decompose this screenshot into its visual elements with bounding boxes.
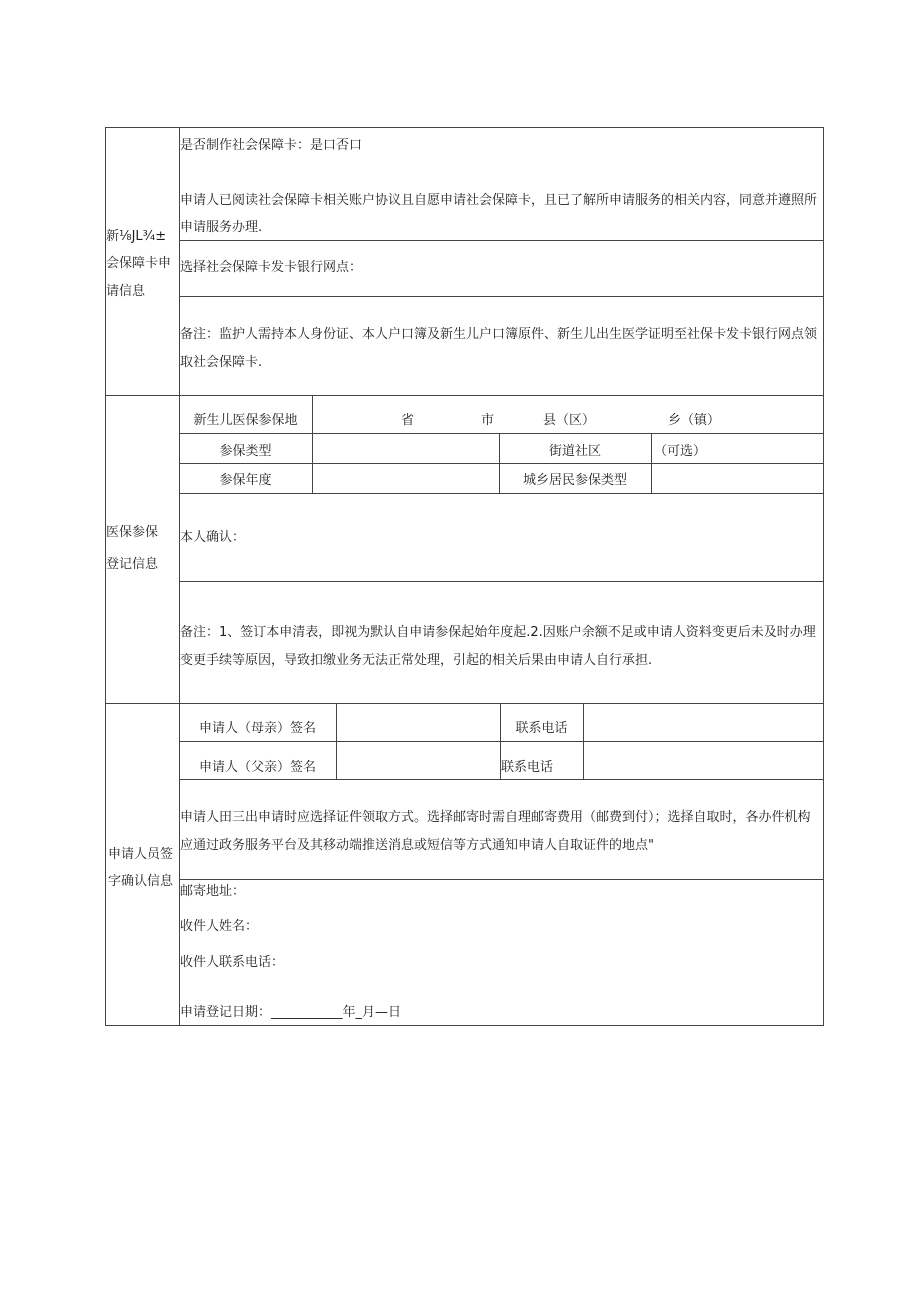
insured-place-label: 新生儿医保参保地 — [193, 413, 298, 428]
mother-contact-phone-label: 联系电话 — [515, 721, 568, 736]
row-divider — [179, 296, 824, 297]
county-unit-label: 县（区） — [543, 413, 596, 428]
mother-contact-phone-value-cell — [584, 704, 823, 741]
section-label-line: 新⅛JL¾± — [106, 229, 167, 244]
father-contact-phone-label: 联系电话 — [501, 760, 554, 775]
father-signature-value-cell — [337, 742, 500, 779]
agreement-text-line: 申请人已阅读社会保障卡相关账户协议且自愿申请社会保障卡，且已了解所申请服务的相关内容，同意并遵照所 — [180, 193, 818, 208]
recipient-phone-label: 收件人联系电话： — [180, 955, 285, 970]
recipient-name-label: 收件人姓名： — [180, 919, 259, 934]
row-divider — [179, 433, 824, 434]
insurance-year-label: 参保年度 — [219, 473, 272, 488]
father-signature-label: 申请人（父亲）签名 — [198, 760, 316, 775]
mother-signature-label: 申请人（母亲）签名 — [198, 721, 316, 736]
pickup-notice-line: 申请人田三出申请时应选择证件领取方式。选择邮寄时需自理邮寄费用（邮费到付）；选择自取时，各办件机构 — [180, 810, 811, 825]
social-card-note-line: 取社会保障卡. — [180, 355, 263, 370]
father-contact-phone-value-cell — [584, 742, 823, 779]
bank-branch-label: 选择社会保障卡发卡银行网点： — [180, 260, 363, 275]
row-divider — [179, 879, 824, 880]
medical-note-line: 备注：1、签订本申清表，即视为默认自申请参保起始年度起.2.因账户余额不足或申请人资料变更后未及时办理 — [180, 625, 816, 640]
row-divider — [179, 779, 824, 780]
section-label-line: 医保参保 — [106, 525, 159, 540]
mother-signature-value-cell — [337, 704, 500, 741]
resident-insurance-type-value-cell — [652, 464, 823, 493]
section-label-line: 申请人员签 — [108, 847, 174, 862]
mailing-address-label: 邮寄地址： — [180, 884, 246, 899]
social-card-note-line: 备注：监护人需持本人身份证、本人户口簿及新生儿户口簿原件、新生儿出生医学证明至社保卡发卡银行网点领 — [180, 327, 818, 342]
pickup-notice-line: 应通过政务服务平台及其移动端推送消息或短信等方式通知申请人自取证件的地点" — [180, 838, 654, 853]
row-divider — [179, 240, 824, 241]
section-label-line: 会保障卡申 — [106, 256, 172, 271]
agreement-text-line: 申请服务办理. — [180, 220, 263, 235]
row-divider — [179, 493, 824, 494]
self-confirm-label: 本人确认： — [180, 530, 246, 545]
make-card-question: 是否制作社会保障卡：是口否口 — [180, 138, 363, 153]
insurance-type-label: 参保类型 — [219, 444, 272, 459]
row-divider — [179, 581, 824, 582]
table-border-top — [105, 127, 824, 128]
city-unit-label: 市 — [481, 413, 495, 428]
table-border-bottom — [105, 1025, 824, 1026]
section-divider — [105, 395, 824, 396]
province-unit-label: 省 — [401, 413, 415, 428]
section-label-line: 请信息 — [106, 284, 146, 299]
street-community-hint: （可选） — [654, 444, 707, 459]
street-community-label: 街道社区 — [548, 444, 601, 459]
section-label-line: 字确认信息 — [108, 874, 174, 889]
resident-insurance-type-label: 城乡居民参保类型 — [522, 473, 627, 488]
insurance-type-value-cell — [313, 434, 499, 463]
township-unit-label: 乡（镇） — [668, 413, 721, 428]
medical-note-line: 变更手续等原因，导致扣缴业务无法正常处理，引起的相关后果由申请人自行承担. — [180, 653, 653, 668]
section-label-line: 登记信息 — [106, 557, 159, 572]
application-date-line: 申请登记日期：___________年_月—日 — [180, 1005, 402, 1020]
insurance-year-value-cell — [313, 464, 499, 493]
table-border-right — [823, 127, 824, 1026]
